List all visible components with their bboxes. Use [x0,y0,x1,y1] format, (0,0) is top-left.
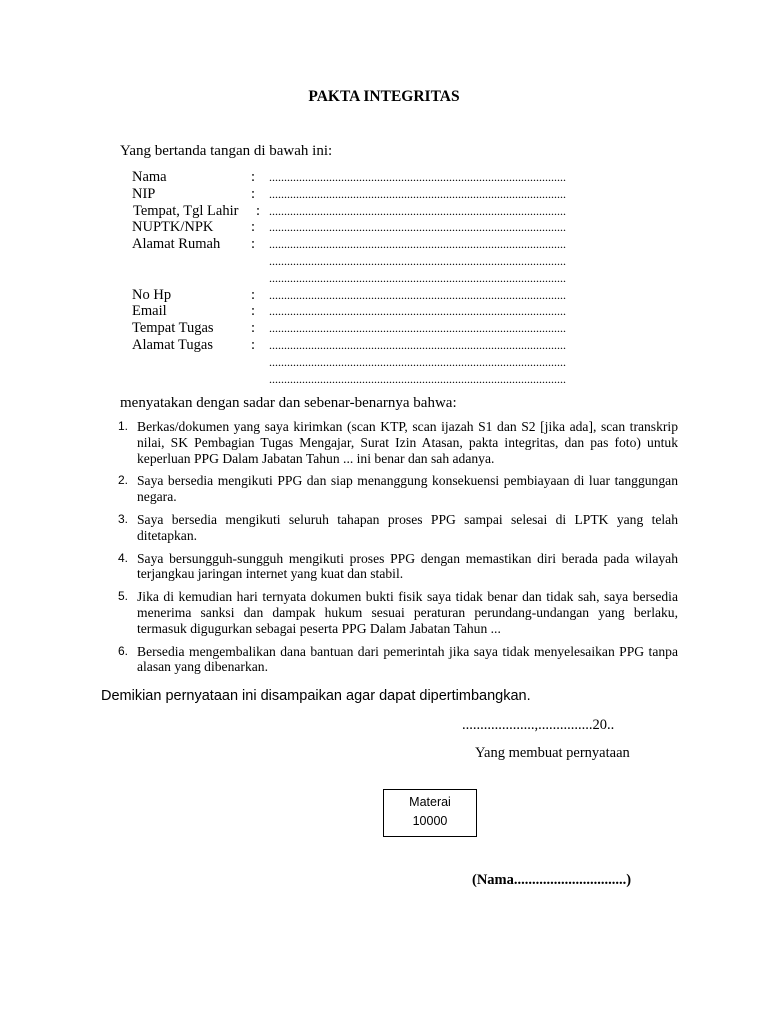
field-blank[interactable]: ................................................................................................... [269,354,566,369]
statement-text: Bersedia mengembalikan dana bantuan dari pemerintah jika saya tidak menyelesaikan PPG tanpa alasan yang dibenarkan. [137,643,678,675]
field-blank[interactable]: ................................................................................................... [269,220,566,235]
statement-number: 6. [118,643,129,658]
statement-number: 3. [118,511,129,526]
field-blank[interactable]: ................................................................................................... [269,287,566,302]
field-colon: : [251,219,256,236]
identity-fields [132,169,642,387]
field-blank[interactable]: ................................................................................................... [269,237,566,252]
field-colon: : [251,169,256,185]
field-blank[interactable]: ................................................................................................... [269,371,566,386]
field-colon: : [256,202,261,219]
statement-text: Saya bersungguh-sungguh mengikuti proses PPG dengan memastikan diri berada pada wilayah terjangkau jaringan internet yang kuat dan stabil. [137,550,678,582]
field-row-email [132,303,642,320]
field-label: Tempat, Tgl Lahir [133,202,239,219]
statement-item [118,512,678,544]
statement-number: 5. [118,589,129,604]
field-row-tempat-tugas [132,320,642,337]
statement-text: Berkas/dokumen yang saya kirimkan (scan KTP, scan ijazah S1 dan S2 [jika ada], scan transkrip nilai, SK Pembagian Tugas Mengajar, Surat Izin Atasan, pakta integritas, dan pas foto) untuk keperluan PPG Dalam Jabatan Tahun ... ini benar dan sah adanya. [137,419,678,466]
field-colon: : [251,320,256,337]
field-row-no-hp [132,287,642,304]
statement-number: 2. [118,473,129,488]
field-row-nuptk [132,219,642,236]
field-label: Tempat Tugas [132,320,214,337]
field-label: Alamat Tugas [132,336,213,353]
field-label: Nama [132,169,167,185]
materai-value: 10000 [412,814,448,828]
declaration-text: menyatakan dengan sadar dan sebenar-benarnya bahwa: [120,395,457,411]
field-colon: : [251,185,256,202]
field-blank[interactable]: ................................................................................................... [269,270,566,285]
statement-item [118,551,678,583]
field-label: NIP [132,185,156,202]
field-blank[interactable]: ................................................................................................... [269,321,566,336]
field-colon: : [251,336,256,353]
signature-name[interactable]: (Nama...............................) [472,872,632,888]
field-label: Alamat Rumah [132,236,221,253]
date-line[interactable]: ....................,...............20.. [462,717,615,733]
document-title: PAKTA INTEGRITAS [308,88,460,105]
field-blank[interactable]: ................................................................................................... [269,253,566,268]
statement-text: Saya bersedia mengikuti seluruh tahapan proses PPG sampai selesai di LPTK yang telah ditetapkan. [137,511,678,543]
statement-item [118,473,678,505]
signer-caption: Yang membuat pernyataan [475,745,630,761]
statement-item [118,589,678,636]
field-row-ttl [132,203,642,220]
statement-number: 4. [118,550,129,565]
closing-text: Demikian pernyataan ini disampaikan agar dapat dipertimbangkan. [101,688,531,704]
field-label: NUPTK/NPK [132,219,214,236]
statement-list [118,419,678,682]
field-row-continuation [132,354,642,371]
statement-number: 1. [118,419,129,433]
field-row-nama [132,169,642,186]
statement-item [118,644,678,676]
statement-text: Saya bersedia mengikuti PPG dan siap menanggung konsekuensi pembiayaan di luar tanggungan negara. [137,473,678,505]
field-blank[interactable]: ................................................................................................... [269,304,566,319]
field-row-continuation [132,253,642,270]
statement-text: Jika di kemudian hari ternyata dokumen bukti fisik saya tidak benar dan tidak sah, saya bersedia menerima sanksi dan dampak hukum sesuai peraturan perundang-undangan yang berlaku, termasuk digugurkan sebagai peserta PPG Dalam Jabatan Tahun ... [137,589,678,636]
field-row-alamat-tugas [132,337,642,354]
field-colon: : [251,236,256,253]
field-row-alamat-rumah [132,236,642,253]
field-colon: : [251,286,256,303]
field-blank[interactable]: ................................................................................................... [269,186,566,201]
intro-text: Yang bertanda tangan di bawah ini: [120,143,333,159]
materai-label: Materai [409,795,451,809]
field-label: No Hp [132,286,172,303]
field-blank[interactable]: ................................................................................................... [269,203,566,218]
field-blank[interactable]: ................................................................................................... [269,170,566,184]
field-colon: : [251,303,256,320]
field-row-continuation [132,270,642,287]
field-row-nip [132,186,642,203]
statement-item [118,419,678,466]
materai-stamp-box [383,789,477,837]
field-row-continuation [132,371,642,388]
field-blank[interactable]: ................................................................................................... [269,337,566,352]
field-label: Email [132,303,167,320]
